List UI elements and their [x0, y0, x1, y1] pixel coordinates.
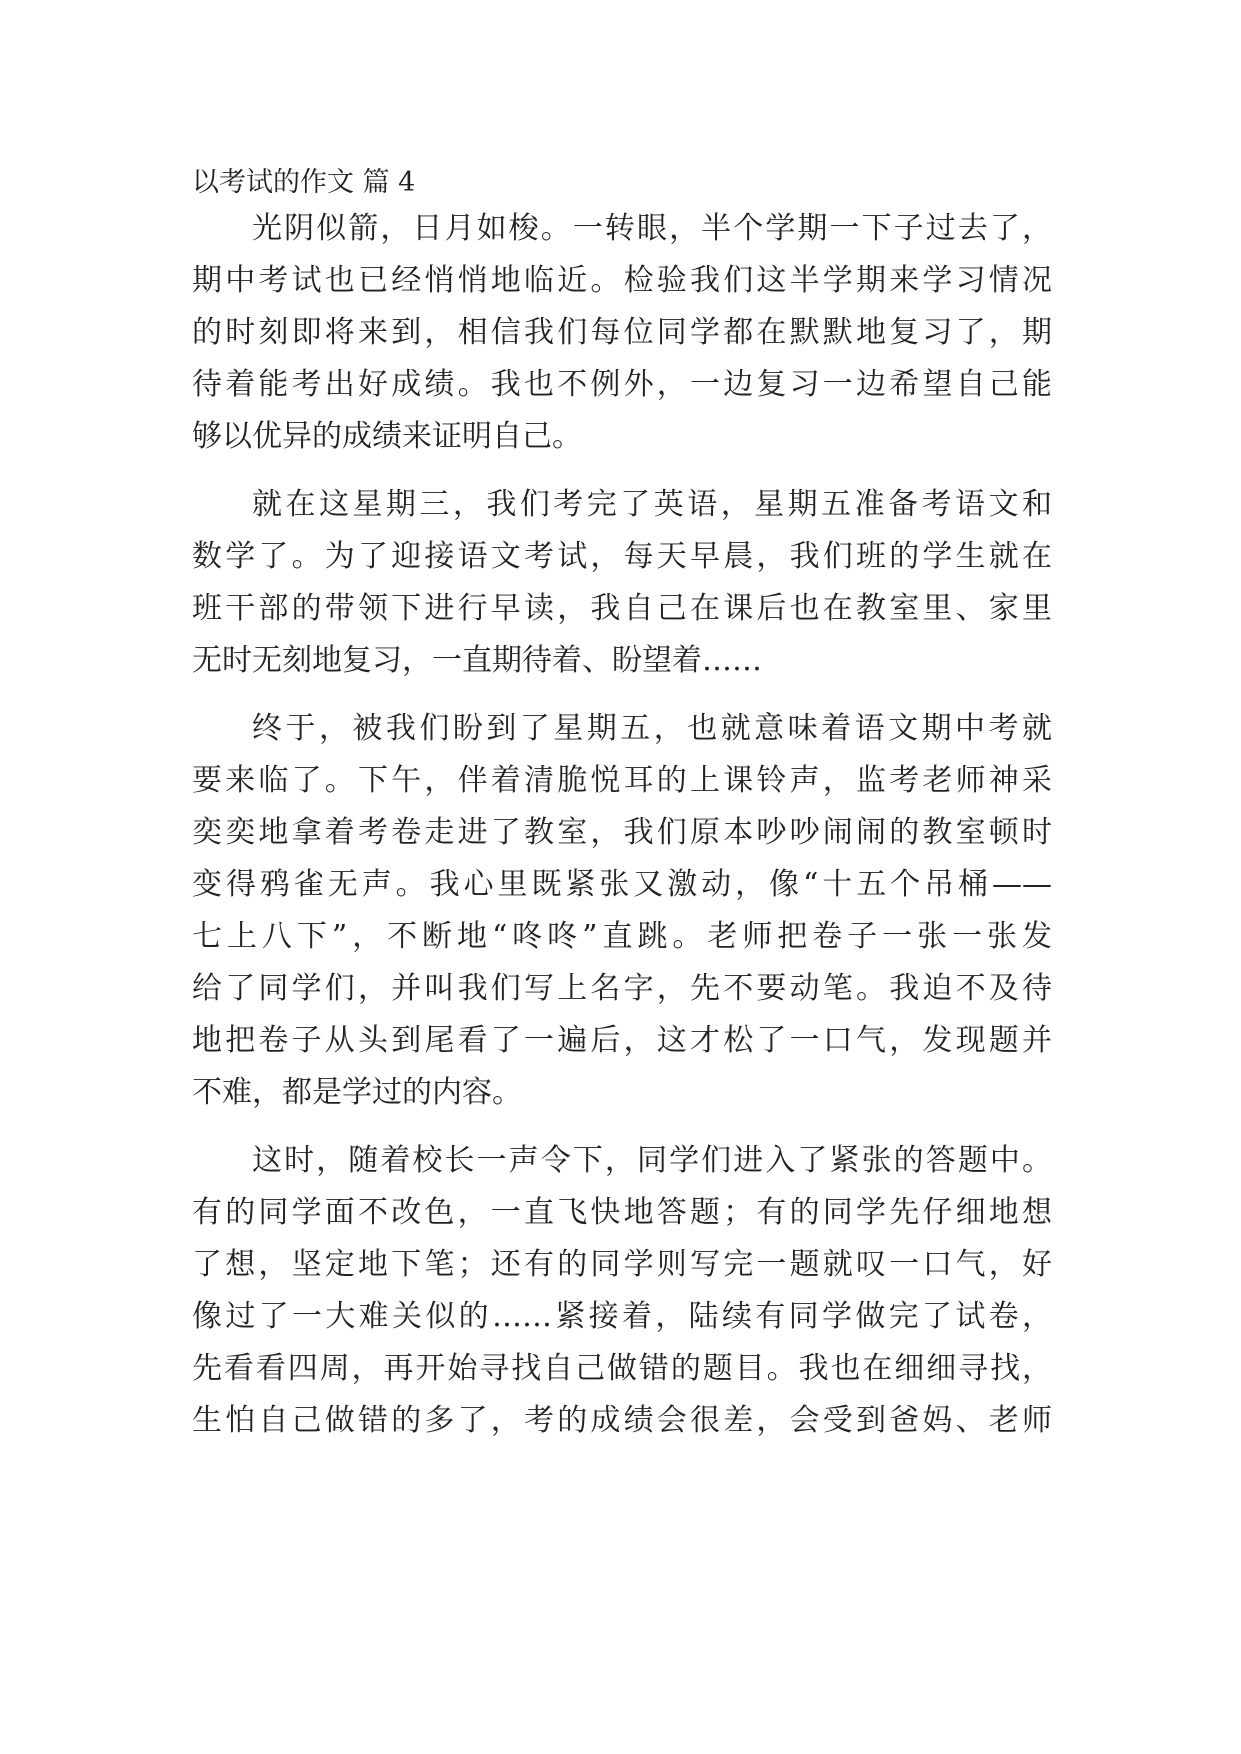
text-line: 这时，随着校长一声令下，同学们进入了紧张的答题中。	[252, 1143, 1052, 1178]
text-line: 就在这星期三，我们考完了英语，星期五准备考语文和	[252, 487, 1052, 522]
paragraph-4	[192, 1135, 1052, 1447]
paragraph-gap	[192, 463, 1052, 479]
text-line: 光阴似箭，日月如梭。一转眼，半个学期一下子过去了，	[252, 211, 1052, 246]
paragraph-gap	[192, 687, 1052, 703]
text-line: 地把卷子从头到尾看了一遍后，这才松了一口气，发现题并	[192, 1023, 1052, 1058]
text-line: 七上八下”，不断地“咚咚”直跳。老师把卷子一张一张发	[192, 919, 1052, 954]
text-line: 期中考试也已经悄悄地临近。检验我们这半学期来学习情况	[192, 263, 1052, 298]
text-line: 够以优异的成绩来证明自己。	[192, 419, 582, 454]
text-line: 要来临了。下午，伴着清脆悦耳的上课铃声，监考老师神采	[192, 763, 1052, 798]
text-line: 奕奕地拿着考卷走进了教室，我们原本吵吵闹闹的教室顿时	[192, 815, 1052, 850]
essay-title: 以考试的作文 篇 4	[192, 167, 416, 198]
text-line: 先看看四周，再开始寻找自己做错的题目。我也在细细寻找，	[192, 1351, 1052, 1386]
paragraph-gap	[192, 1119, 1052, 1135]
text-line: 无时无刻地复习，一直期待着、盼望着……	[192, 643, 762, 678]
text-line: 的时刻即将来到，相信我们每位同学都在默默地复习了，期	[192, 315, 1052, 350]
text-line: 终于，被我们盼到了星期五，也就意味着语文期中考就	[252, 711, 1052, 746]
text-line: 像过了一大难关似的……紧接着，陆续有同学做完了试卷，	[192, 1299, 1052, 1334]
text-line: 给了同学们，并叫我们写上名字，先不要动笔。我迫不及待	[192, 971, 1052, 1006]
text-line: 了想，坚定地下笔；还有的同学则写完一题就叹一口气，好	[192, 1247, 1052, 1282]
text-line: 数学了。为了迎接语文考试，每天早晨，我们班的学生就在	[192, 539, 1052, 574]
text-line: 班干部的带领下进行早读，我自己在课后也在教室里、家里	[192, 591, 1052, 626]
text-line: 生怕自己做错的多了，考的成绩会很差，会受到爸妈、老师	[192, 1403, 1052, 1438]
paragraph-2	[192, 479, 1052, 687]
text-line: 待着能考出好成绩。我也不例外，一边复习一边希望自己能	[192, 367, 1052, 402]
text-line: 不难，都是学过的内容。	[192, 1075, 522, 1110]
paragraph-3	[192, 703, 1052, 1119]
text-line: 有的同学面不改色，一直飞快地答题；有的同学先仔细地想	[192, 1195, 1052, 1230]
document-body	[192, 163, 1052, 1447]
text-line: 变得鸦雀无声。我心里既紧张又激动，像“十五个吊桶——	[192, 867, 1052, 902]
paragraph-1	[192, 203, 1052, 463]
